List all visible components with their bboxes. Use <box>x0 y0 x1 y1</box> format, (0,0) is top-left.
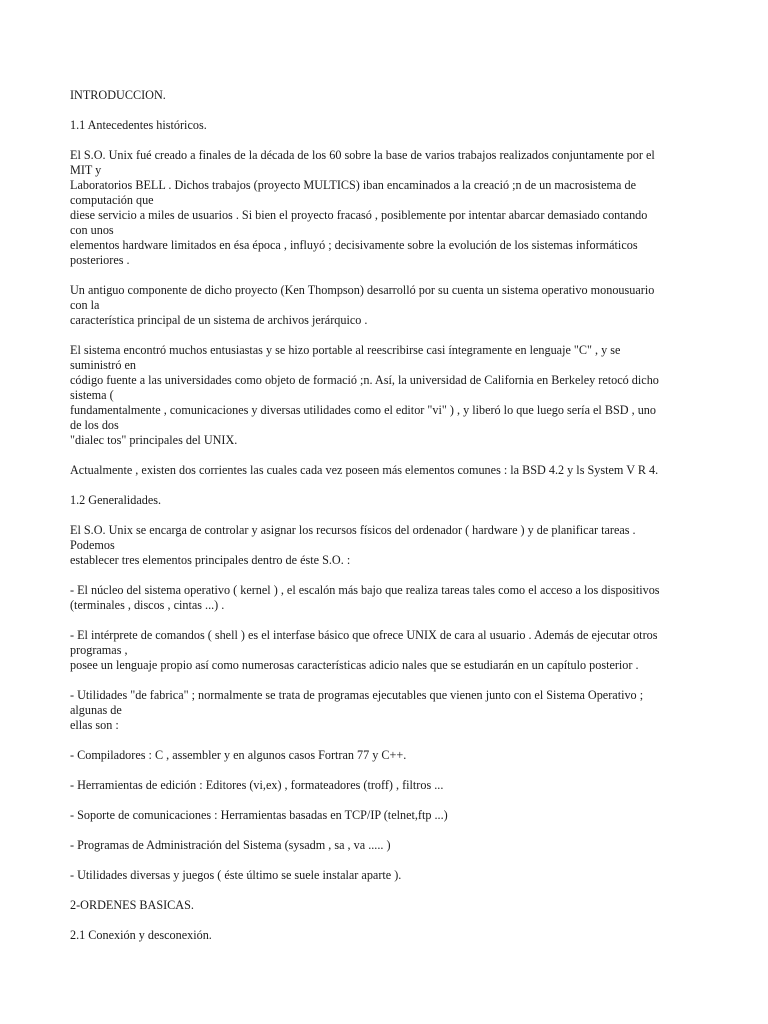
text-line: sistema ( <box>70 388 114 402</box>
text-line: - El intérprete de comandos ( shell ) es el interfase básico que ofrece UNIX de cara al usuario . Además de ejecutar otros <box>70 628 658 642</box>
text-line: característica principal de un sistema de archivos jerárquico . <box>70 313 368 327</box>
text-line: - Soporte de comunicaciones : Herramientas basadas en TCP/IP (telnet,ftp ...) <box>70 808 448 822</box>
text-line: - Utilidades "de fabrica" ; normalmente se trata de programas ejecutables que vienen junto con el Sistema Operativo ; <box>70 688 644 702</box>
text-line: computación que <box>70 193 154 207</box>
text-line: de los dos <box>70 418 119 432</box>
body-paragraph <box>70 283 695 328</box>
text-line: código fuente a las universidades como objeto de formació ;n. Así, la universidad de California en Berkeley retocó dicho <box>70 373 659 387</box>
text-line: diese servicio a miles de usuarios . Si bien el proyecto fracasó , posiblemente por intentar abarcar demasiado contando <box>70 208 648 222</box>
text-line: 2-ORDENES BASICAS. <box>70 898 194 912</box>
text-line: algunas de <box>70 703 122 717</box>
text-line: Laboratorios BELL . Dichos trabajos (proyecto MULTICS) iban encaminados a la creació ;n de un macrosistema de <box>70 178 636 192</box>
subsection-heading <box>70 118 695 133</box>
text-line: posee un lenguaje propio así como numerosas características adicio nales que se estudiarán en un capítulo posterior . <box>70 658 639 672</box>
text-line: - Herramientas de edición : Editores (vi,ex) , formateadores (troff) , filtros ... <box>70 778 444 792</box>
text-line: posteriores . <box>70 253 130 267</box>
body-paragraph <box>70 838 695 853</box>
text-line: El sistema encontró muchos entusiastas y se hizo portable al reescribirse casi íntegramente en lenguaje "C" , y se <box>70 343 621 357</box>
text-line: MIT y <box>70 163 102 177</box>
text-line: "dialec tos" principales del UNIX. <box>70 433 238 447</box>
text-line: establecer tres elementos principales dentro de éste S.O. : <box>70 553 351 567</box>
text-line: - Programas de Administración del Sistema (sysadm , sa , va ..... ) <box>70 838 391 852</box>
text-line: El S.O. Unix fué creado a finales de la década de los 60 sobre la base de varios trabajos realizados conjuntamente por el <box>70 148 655 162</box>
text-line: con unos <box>70 223 114 237</box>
text-line: ellas son : <box>70 718 119 732</box>
body-paragraph <box>70 343 695 448</box>
body-paragraph <box>70 523 695 568</box>
text-line: Un antiguo componente de dicho proyecto (Ken Thompson) desarrolló por su cuenta un sistema operativo monousuario <box>70 283 655 297</box>
text-line: Actualmente , existen dos corrientes las cuales cada vez poseen más elementos comunes : la BSD 4.2 y ls System V R 4. <box>70 463 659 477</box>
body-paragraph <box>70 928 695 943</box>
text-line: - El núcleo del sistema operativo ( kernel ) , el escalón más bajo que realiza tareas tales como el acceso a los dispositivos <box>70 583 660 597</box>
text-line: 2.1 Conexión y desconexión. <box>70 928 212 942</box>
subsection-heading <box>70 898 695 913</box>
text-line: Podemos <box>70 538 115 552</box>
text-line: fundamentalmente , comunicaciones y diversas utilidades como el editor "vi" ) , y liberó lo que luego sería el BSD , uno <box>70 403 656 417</box>
section-heading <box>70 88 695 103</box>
body-paragraph <box>70 688 695 733</box>
text-line: con la <box>70 298 100 312</box>
document-page <box>70 88 695 958</box>
body-paragraph <box>70 778 695 793</box>
text-line: (terminales , discos , cintas ...) . <box>70 598 225 612</box>
text-line: 1.1 Antecedentes históricos. <box>70 118 207 132</box>
text-line: programas , <box>70 643 128 657</box>
body-paragraph <box>70 808 695 823</box>
section-heading <box>70 868 695 883</box>
text-line: elementos hardware limitados en ésa época , influyó ; decisivamente sobre la evolución de los sistemas informáticos <box>70 238 638 252</box>
body-paragraph <box>70 148 695 268</box>
subsection-heading <box>70 493 695 508</box>
text-line: - Utilidades diversas y juegos ( éste último se suele instalar aparte ). <box>70 868 402 882</box>
text-line: 1.2 Generalidades. <box>70 493 162 507</box>
body-paragraph <box>70 628 695 673</box>
body-paragraph <box>70 583 695 613</box>
text-line: - Compiladores : C , assembler y en algunos casos Fortran 77 y C++. <box>70 748 407 762</box>
body-paragraph <box>70 463 695 478</box>
text-line: suministró en <box>70 358 137 372</box>
text-line: INTRODUCCION. <box>70 88 166 102</box>
body-paragraph <box>70 748 695 763</box>
text-line: El S.O. Unix se encarga de controlar y asignar los recursos físicos del ordenador ( hardware ) y de planificar tareas . <box>70 523 636 537</box>
